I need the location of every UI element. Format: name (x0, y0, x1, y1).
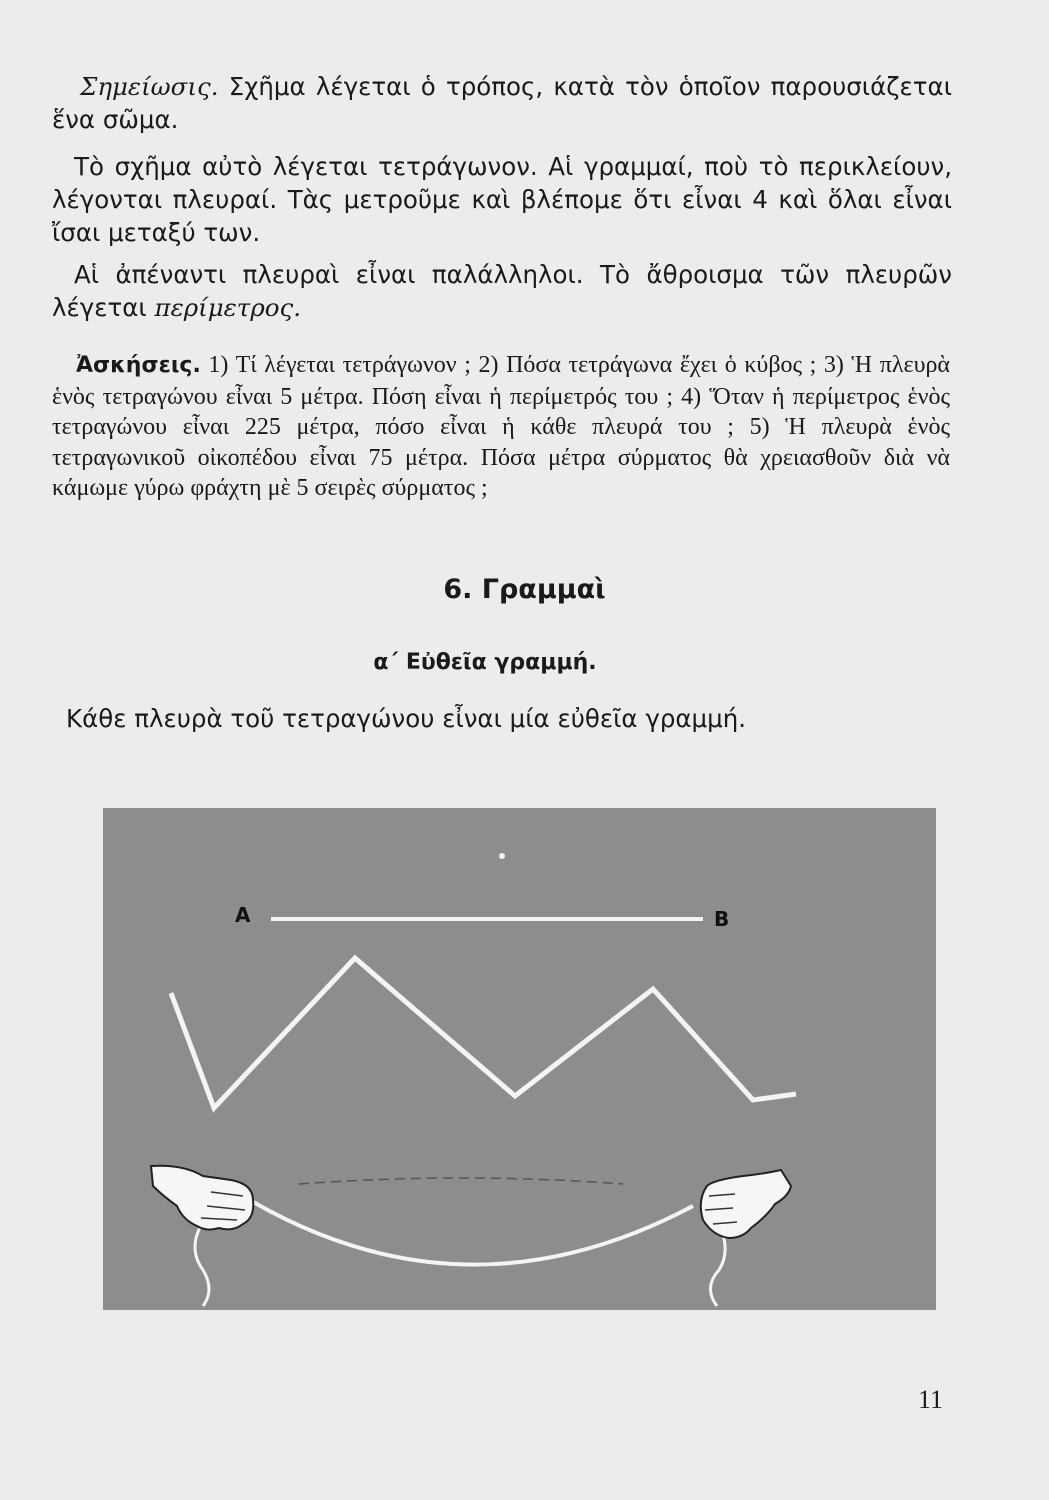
shadow-line (299, 1178, 623, 1184)
left-string-end (195, 1222, 209, 1306)
lines-illustration (103, 808, 936, 1310)
lines-illustration-svg (103, 808, 936, 1310)
perimeter-text: Αἱ ἀπέναντι πλευραὶ εἶναι παλάλληλοι. Τὸ ἄθροισμα τῶν πλευρῶν λέγεται (52, 260, 952, 322)
right-hand-icon (701, 1170, 791, 1238)
dot-mark (499, 853, 505, 859)
exercises-label: Ἀσκήσεις. (76, 353, 201, 378)
broken-line (171, 958, 796, 1108)
note-text: Σχῆμα λέγεται ὁ τρόπος, κατὰ τὸν ὁποῖον παρουσιάζεται ἕνα σῶμα. (52, 72, 952, 134)
square-definition-paragraph: Τὸ σχῆμα αὐτὸ λέγεται τετράγωνον. Αἱ γραμμαί, ποὺ τὸ περικλείουν, λέγονται πλευραί. Τὰς μετροῦμε καὶ βλέπομε ὅτι εἶναι 4 καὶ ὅλαι εἶναι ἴσαι μεταξύ των. (52, 152, 952, 247)
curved-string (243, 1196, 693, 1265)
left-hand-icon (151, 1166, 253, 1230)
page-number: 11 (918, 1385, 944, 1414)
exercises-paragraph (52, 350, 950, 504)
section-title: 6. Γραμμαὶ (443, 574, 606, 605)
lead-sentence: Κάθε πλευρὰ τοῦ τετραγώνου εἶναι μία εὐθεῖα γραμμή. (66, 704, 747, 733)
point-b-label: Β (714, 907, 730, 931)
note-label: Σημείωσις. (80, 72, 219, 101)
perimeter-paragraph (52, 258, 952, 324)
perimeter-term: περίμετρος. (154, 293, 302, 322)
subsection-title: α΄ Εὐθεῖα γραμμή. (373, 650, 597, 675)
note-paragraph (52, 70, 952, 136)
exercises-text: 1) Τί λέγεται τετράγωνον ; 2) Πόσα τετράγωνα ἔχει ὁ κύβος ; 3) Ἡ πλευρὰ ἑνὸς τετραγώνου εἶναι 5 μέτρα. Πόση εἶναι ἡ περίμετρός του ; 4) Ὅταν ἡ περίμετρος ἑνὸς τετραγώνου εἶναι 225 μέτρα, πόσο εἶναι ἡ κάθε πλευρά του ; 5) Ἡ πλευρὰ ἑνὸς τετραγωνικοῦ οἰκοπέδου εἶναι 75 μέτρα. Πόσα μέτρα σύρματος θὰ χρειασθοῦν διὰ νὰ κάμωμε γύρω φράχτη μὲ 5 σειρὲς σύρματος ; (52, 352, 950, 501)
point-a-label: Α (235, 903, 251, 927)
